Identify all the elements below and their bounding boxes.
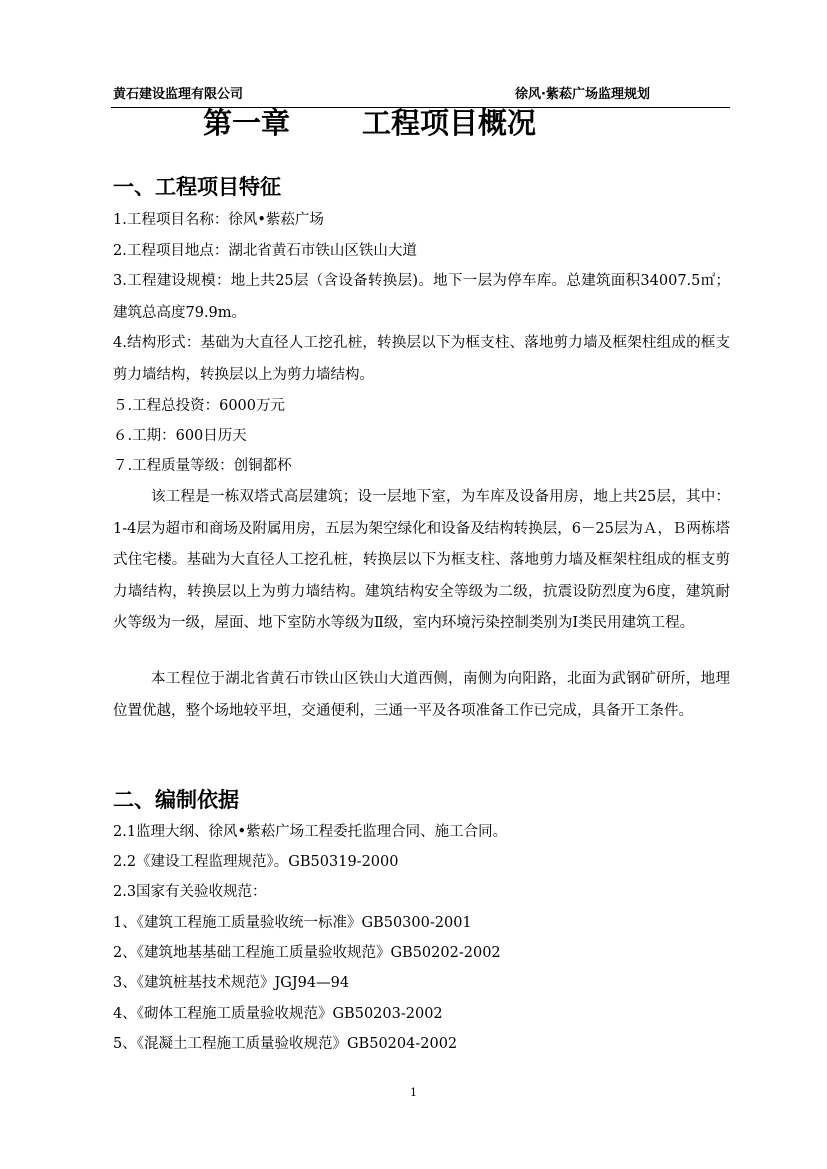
list-item-standard-2: 2、《建筑地基基础工程施工质量验收规范》GB50202-2002 [113,945,501,961]
list-item-project-name: 1.工程项目名称：徐风•紫菘广场 [113,212,324,228]
section-heading-project-features: 一、工程项目特征 [113,175,281,199]
header-company-name: 黄石建设监理有限公司 [113,87,244,102]
list-item-project-location: 2.工程项目地点：湖北省黄石市铁山区铁山大道 [113,243,417,259]
section-heading-basis: 二、编制依据 [113,788,239,812]
list-item-basis-2-3: 2.3国家有关验收规范： [113,884,267,900]
paragraph-site-location: 本工程位于湖北省黄石市铁山区铁山大道西侧，南侧为向阳路，北面为武钢矿研所，地理位置优越，整个场地较平坦，交通便利，三通一平及各项准备工作已完成，具备开工条件。 [113,671,730,719]
chapter-number: 第一章 [203,106,291,140]
list-item-structure-form: 4.结构形式：基础为大直径人工挖孔桩，转换层以下为框支柱、落地剪力墙及框架柱组成的框支剪力墙结构，转换层以上为剪力墙结构。 [113,335,730,383]
chapter-name: 工程项目概况 [362,106,537,140]
paragraph-building-description: 该工程是一栋双塔式高层建筑；设一层地下室，为车库及设备用房，地上共25层，其中：1-4层为超市和商场及附属用房，五层为架空绿化和设备及结构转换层，6－25层为Ａ，Ｂ两栋塔式住宅楼。基础为大直径人工挖孔桩，转换层以下为框支柱、落地剪力墙及框架柱组成的框支剪力墙结构，转换层以上为剪力墙结构。建筑结构安全等级为二级，抗震设防烈度为6度，建筑耐火等级为一级，屋面、地下室防水等级为Ⅱ级，室内环境污染控制类别为Ⅰ类民用建筑工程。 [113,489,730,631]
list-item-standard-3: 3、《建筑桩基技术规范》JGJ94—94 [113,975,350,991]
list-item-construction-scale: 3.工程建设规模：地上共25层（含设备转换层)。地下一层为停车库。总建筑面积34007.5㎡；建筑总高度79.9m。 [113,273,730,321]
list-item-quality-grade: ７.工程质量等级：创铜都杯 [113,458,292,474]
list-item-standard-1: 1、《建筑工程施工质量验收统一标准》GB50300-2001 [113,915,472,931]
header-document-title: 徐风·紫菘广场监理规划 [515,87,650,102]
list-item-standard-5: 5、《混凝土工程施工质量验收规范》GB50204-2002 [113,1036,458,1052]
chapter-title [203,104,536,142]
list-item-basis-2-2: 2.2《建设工程监理规范》。GB50319-2000 [113,854,399,870]
list-item-standard-4: 4、《砌体工程施工质量验收规范》GB50203-2002 [113,1006,443,1022]
list-item-total-investment: ５.工程总投资：6000万元 [113,398,286,414]
page-number: 1 [410,1086,417,1099]
list-item-duration: ６.工期：600日历天 [113,428,247,444]
list-item-basis-2-1: 2.1监理大纲、徐风•紫菘广场工程委托监理合同、施工合同。 [113,824,508,840]
